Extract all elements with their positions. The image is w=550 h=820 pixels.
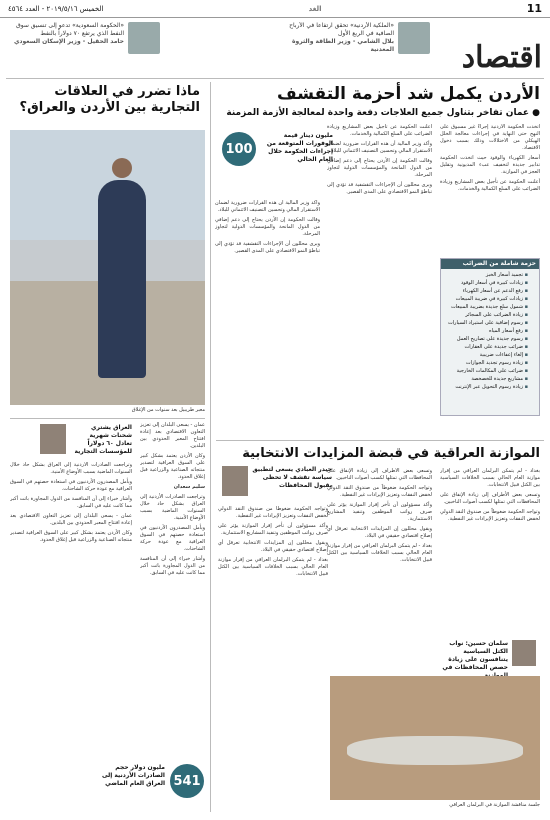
paragraph: وتواجه الحكومة ضغوطاً من صندوق النقد الدولي لخفض النفقات وتعزيز الإيرادات غير النفطية. <box>218 506 328 519</box>
paragraph: وأشار خبراء إلى أن المنافسة من الدول المجاورة باتت أكبر مما كانت عليه في السابق. <box>140 556 205 576</box>
paragraph: وكان الأردن يعتمد بشكل كبير على السوق العراقية لتصدير منتجاته الصناعية والزراعية قبل إغلاق الحدود. <box>10 530 132 543</box>
list-item: ▪ ضرائب جديدة على العقارات <box>444 343 528 351</box>
stat-badge-541: 541 <box>170 764 204 798</box>
list-item: ▪ مشاريع جديدة للخصخصة <box>444 375 528 383</box>
tax-box-title: حزمة شاملة من الضرائب <box>441 259 539 269</box>
teaser-1[interactable] <box>280 22 430 66</box>
paragraph: بغداد - لم يتمكن البرلمان العراقي من إقرار موازنة العام الحالي بسبب الخلافات السياسية بين الكتل قبيل الانتخابات. <box>327 543 432 563</box>
paragraph: بغداد - لم يتمكن البرلمان العراقي من إقرار موازنة العام الحالي بسبب الخلافات السياسية بين الكتل قبيل الانتخابات. <box>440 468 540 488</box>
paragraph: عمان - يسعى البلدان إلى تعزيز التعاون الاقتصادي بعد إعادة افتتاح المعبر الحدودي بين البلدين. <box>10 513 132 526</box>
tax-list <box>444 271 536 391</box>
officer-head <box>112 158 132 178</box>
page-number: 11 <box>526 2 542 15</box>
meeting-table <box>347 736 523 766</box>
officer-figure <box>98 180 146 378</box>
paragraph: وتراجعت الصادرات الأردنية إلى العراق بشكل حاد خلال السنوات الماضية بسبب الأوضاع الأمنية. <box>140 494 205 521</box>
paragraph: وقالت الحكومة إن الأردن يحتاج إلى دعم إضافي من الدول المانحة والمؤسسات الدولية لتجاوز المرحلة. <box>215 217 320 237</box>
paragraph: ويأمل المصدرون الأردنيون في استعادة حصتهم في السوق العراقية مع عودة حركة الشاحنات. <box>140 525 205 552</box>
side-quote: العراق يشتري شحنات شهرية تعادل ٦٠ دولاراً للمؤسسات التجارية <box>74 424 132 455</box>
main-subheadline: ● عمان تفاخر بتناول جميع العلاجات دفعة واحدة لمعالجة الأزمة المزمنة <box>226 108 540 118</box>
teaser-thumbnail <box>128 22 160 54</box>
list-item: ▪ زيادة رسوم التحويل عبر الإنترنت <box>444 383 528 391</box>
second-col-1 <box>440 468 540 638</box>
paragraph: وأكد مسؤولون أن تأخر إقرار الموازنة يؤثر على صرف رواتب الموظفين وتنفيذ المشاريع الاستثمارية. <box>218 523 328 536</box>
paragraph: أسعار الكهرباء والوقود حيث اتخذت الحكومة تدابير جديدة لتخفيف عبء المديونية وتقليل العجز في الموازنة. <box>440 155 540 175</box>
list-item: ▪ زيادات كبيرة في أسعار الوقود <box>444 279 528 287</box>
list-item: ▪ رفع الدعم عن أسعار الكهرباء <box>444 287 528 295</box>
section-title: اقتصاد <box>461 40 542 75</box>
second-callout: سلمان حسين: نواب الكتل السياسية يتنافسون على زيادة حصص المحافظات في <box>442 640 508 671</box>
side-headline[interactable]: ماذا تضرر في العلاقات التجارية بين الأردن والعراق؟ <box>19 84 200 116</box>
second-col-3 <box>218 506 328 798</box>
paragraph: ويرى محللون أن الإجراءات التقشفية قد تؤدي إلى تباطؤ النمو الاقتصادي على المدى القصير. <box>327 182 432 195</box>
teaser-text: «الملكية الأردنية» تحقق ارتفاعاً في الأرباح الصافية في الربع الأول <box>289 22 394 37</box>
teaser-2[interactable] <box>10 22 160 66</box>
main-headline[interactable]: الأردن يكمل شد أحزمة التقشف <box>277 84 540 104</box>
paragraph: وتراجعت الصادرات الأردنية إلى العراق بشكل حاد خلال السنوات الماضية بسبب الأوضاع الأمنية. <box>10 462 132 475</box>
paragraph: ويقول محللون إن المزايدات الانتخابية تعرقل أي إصلاح اقتصادي حقيقي في البلاد. <box>218 540 328 553</box>
main-col-3 <box>215 200 320 440</box>
stat-text-541: مليون دولار حجم الصادرات الأردنية إلى العراق العام الماضي <box>101 764 165 787</box>
second-headline[interactable]: الموازنة العراقية في قبضة المزايدات الانتخابية <box>242 446 540 461</box>
stat-text: مليون دينار قيمة الوفورات المتوقعة من إجراءات الحكومة خلال العام الحالي <box>266 132 333 163</box>
list-item: ▪ زيادة الضرائب على السجائر <box>444 311 528 319</box>
paragraph: وأشار خبراء إلى أن المنافسة من الدول المجاورة باتت أكبر مما كانت عليه في السابق. <box>10 496 132 509</box>
tax-box <box>440 258 540 416</box>
paper-logo: الغد <box>308 4 322 13</box>
list-item: ▪ زيادات كبيرة في ضريبة المبيعات <box>444 295 528 303</box>
paragraph: أعلنت الحكومة عن تأجيل بعض المشاريع وزيادة الضرائب على السلع الكمالية والخدمات. <box>440 179 540 192</box>
paragraph: ويأمل المصدرون الأردنيون في استعادة حصتهم في السوق العراقية مع عودة حركة الشاحنات. <box>10 479 132 492</box>
list-item: ▪ رفع أسعار المياه <box>444 327 528 335</box>
list-item: ▪ تجميد أسعار الخبز <box>444 271 528 279</box>
paragraph: وتسعى بعض الأطراف إلى زيادة الإنفاق على المحافظات التي تمثلها لكسب أصوات الناخبين. <box>440 492 540 505</box>
stat-badge: 100 <box>222 132 256 166</box>
divider <box>216 440 544 441</box>
divider <box>6 78 544 79</box>
side-col-1 <box>140 422 205 802</box>
paragraph: وتواجه الحكومة ضغوطاً من صندوق النقد الدولي لخفض النفقات وتعزيز الإيرادات غير النفطية. <box>327 485 432 498</box>
main-col-2 <box>327 124 432 424</box>
main-col-1 <box>440 124 540 254</box>
paragraph: وأكد مسؤولون أن تأخر إقرار الموازنة يؤثر على صرف رواتب الموظفين وتنفيذ المشاريع الاستثمارية. <box>327 502 432 522</box>
paragraph: وتسعى بعض الأطراف إلى زيادة الإنفاق على المحافظات التي تمثلها لكسب أصوات الناخبين. <box>327 468 432 481</box>
list-item: ▪ زيادة رسوم تجديد الجوازات <box>444 359 528 367</box>
second-quote: حيدر العبادي يسعى لتطبيق سياسة تقشف لا تحظى بقبول المحافظات <box>252 466 332 489</box>
page-header <box>0 0 550 18</box>
divider <box>10 418 205 419</box>
paragraph: وكان الأردن يعتمد بشكل كبير على السوق العراقية لتصدير منتجاته الصناعية والزراعية قبل إغلاق الحدود. <box>140 453 205 480</box>
paragraph: ويقول محللون إن المزايدات الانتخابية تعرقل أي إصلاح اقتصادي حقيقي في البلاد. <box>327 526 432 539</box>
paragraph: اتخذت الحكومة الأردنية إجراءً غير مسبوق على النهج حتى النهاية في إجراءات معالجة الخلل الهيكلي من الاختلالات وذلك بسبب دخول الاقتصاد. <box>440 124 540 151</box>
date-issue: الخميس ٢٠١٩/٥/١٦ - العدد ٤٥٦٤ <box>8 4 104 13</box>
teaser-text: «الحكومة السعودية» تدعو إلى تنسيق سوق النفط الذي يرتفع ٧٠ دولاراً بالنفط <box>16 22 124 37</box>
list-item: ▪ شمول سلع جديدة بضريبة المبيعات <box>444 303 528 311</box>
paragraph: بغداد - لم يتمكن البرلمان العراقي من إقرار موازنة العام الحالي بسبب الخلافات السياسية بين الكتل قبيل الانتخابات. <box>218 557 328 577</box>
list-item: ▪ إلغاء إعفاءات ضريبية <box>444 351 528 359</box>
teaser-person: حامد الحقيل - وزير الإسكان السعودي <box>13 38 124 45</box>
paragraph: وتواجه الحكومة ضغوطاً من صندوق النقد الدولي لخفض النفقات وتعزيز الإيرادات غير النفطية. <box>440 509 540 522</box>
teaser-person: بلال الشامي - وزير الطاقة والثروة المعدنية <box>291 38 394 53</box>
list-item: ▪ رسوم جديدة على تصاريح العمل <box>444 335 528 343</box>
paragraph: ويرى محللون أن الإجراءات التقشفية قد تؤدي إلى تباطؤ النمو الاقتصادي على المدى القصير. <box>215 241 320 254</box>
side-col-2 <box>10 462 132 762</box>
list-item: ▪ رسوم إضافية على استيراد السيارات <box>444 319 528 327</box>
person-name: سليم سعدان <box>173 484 205 490</box>
second-photo-caption: جلسة مناقشة الموازنة في البرلمان العراقي <box>449 802 540 808</box>
callout-avatar <box>512 640 536 666</box>
teaser-thumbnail <box>398 22 430 54</box>
paragraph: وأكد وزير المالية أن هذه القرارات ضرورية لضمان الاستقرار المالي وتحسين التصنيف الائتماني للبلاد. <box>215 200 320 213</box>
paragraph: وأكد وزير المالية أن هذه القرارات ضرورية لضمان الاستقرار المالي وتحسين التصنيف الائتماني للبلاد. <box>327 141 432 154</box>
paragraph: عمان - يسعى البلدان إلى تعزيز التعاون الاقتصادي بعد إعادة افتتاح المعبر الحدودي بين البلدين. <box>140 422 205 449</box>
list-item: ▪ ضرائب على المكالمات الخارجية <box>444 367 528 375</box>
paragraph: وقالت الحكومة إن الأردن يحتاج إلى دعم إضافي من الدول المانحة والمؤسسات الدولية لتجاوز المرحلة. <box>327 158 432 178</box>
abadi-avatar <box>222 466 248 496</box>
border-crossing-photo <box>10 130 205 405</box>
parliament-photo <box>330 676 540 800</box>
photo-caption: معبر طريبيل بعد سنوات من الإغلاق <box>131 407 205 413</box>
quote-avatar <box>40 424 66 454</box>
paragraph: أعلنت الحكومة عن تأجيل بعض المشاريع وزيادة الضرائب على السلع الكمالية والخدمات. <box>327 124 432 137</box>
column-divider <box>210 82 211 812</box>
